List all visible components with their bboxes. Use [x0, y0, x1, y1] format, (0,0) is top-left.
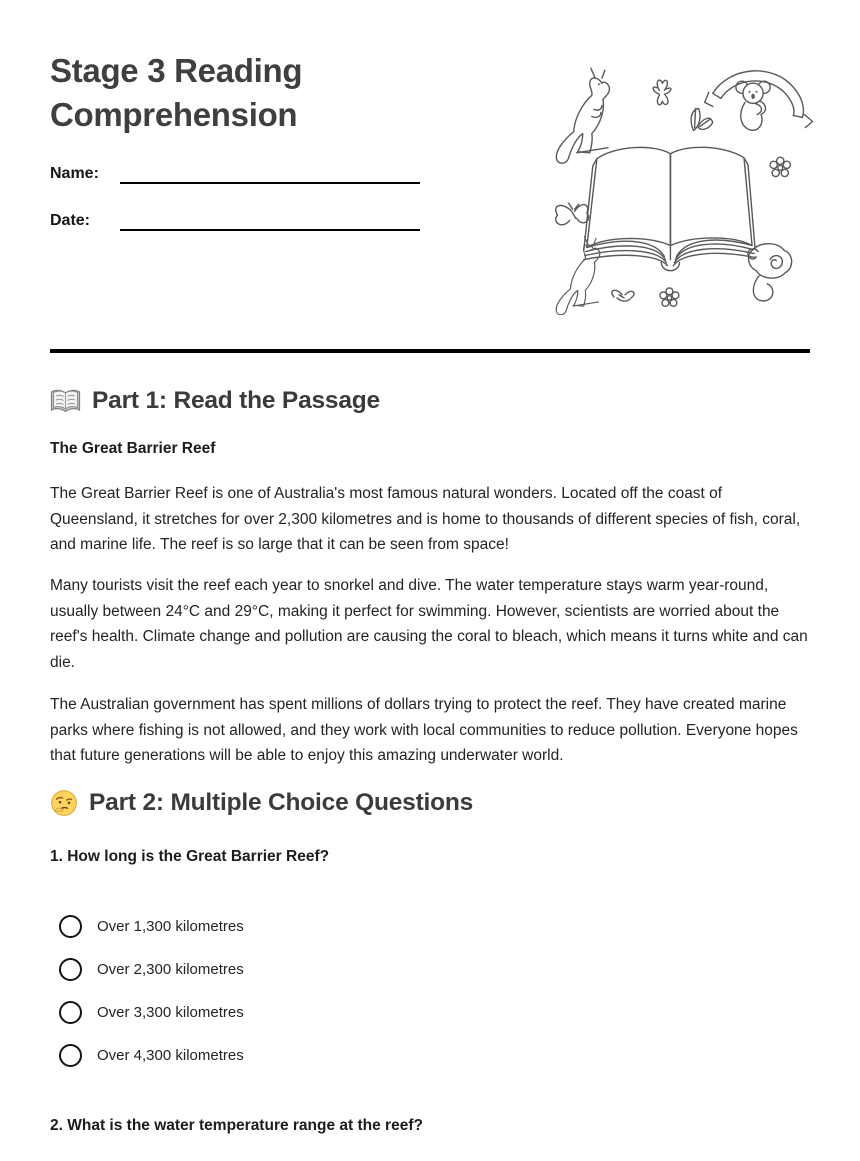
- radio-button[interactable]: [59, 1044, 82, 1067]
- question-2-label: 2. What is the water temperature range at the reef?: [50, 1117, 423, 1134]
- radio-button[interactable]: [59, 958, 82, 981]
- part1-heading: [50, 387, 380, 415]
- koala-drawing: [705, 71, 813, 130]
- passage-paragraph: The Great Barrier Reef is one of Australia's most famous natural wonders. Located off the coast of Queensland, it stretches for over 2,300 kilometres and is home to thousands of different species of fish, coral, and marine life. The reef is so large that it can be seen from space!: [50, 485, 801, 554]
- passage-title: The Great Barrier Reef: [50, 440, 216, 457]
- open-book-icon: [50, 388, 81, 414]
- option-label: Over 4,300 kilometres: [97, 1047, 244, 1064]
- date-input-line[interactable]: [120, 210, 420, 231]
- possum-drawing: [748, 244, 792, 301]
- option-label: Over 2,300 kilometres: [97, 961, 244, 978]
- radio-button[interactable]: [59, 1001, 82, 1024]
- flower-bottom-icon: [660, 288, 679, 306]
- part1-heading-text: Part 1: Read the Passage: [92, 387, 380, 414]
- radio-button[interactable]: [59, 915, 82, 938]
- radio-option-4[interactable]: [50, 1034, 550, 1077]
- date-label: Date:: [50, 212, 91, 229]
- part2-heading-text: Part 2: Multiple Choice Questions: [89, 789, 474, 816]
- passage-paragraph: The Australian government has spent millions of dollars trying to protect the reef. They have created marine parks where fishing is not allowed, and they work with local communities to reduce pollution. Everyone hopes that future generations will be able to enjoy this amazing underwater world.: [50, 696, 798, 765]
- option-label: Over 1,300 kilometres: [97, 918, 244, 935]
- wallaby-drawing: [556, 237, 600, 315]
- passage-paragraph: Many tourists visit the reef each year to snorkel and dive. The water temperature stays warm year-round, usually between 24°C and 29°C, making it perfect for swimming. However, scientists are worried about the reef's health. Climate change and pollution are causing the coral to bleach, which means it turns white and can die.: [50, 577, 808, 671]
- section-divider: [50, 349, 810, 353]
- question-1-label: 1. How long is the Great Barrier Reef?: [50, 848, 330, 865]
- page-title: Stage 3 Reading Comprehension: [50, 52, 303, 133]
- question-1-options: [50, 905, 550, 1077]
- kangaroo-drawing: [556, 68, 609, 163]
- book-animals-illustration: [543, 53, 818, 315]
- butterfly-icon: [556, 203, 589, 225]
- part2-heading: [50, 789, 473, 817]
- radio-option-2[interactable]: [50, 948, 550, 991]
- name-label: Name:: [50, 165, 99, 182]
- name-field-row: [50, 163, 420, 184]
- clover-icon: [653, 80, 671, 105]
- open-book-drawing: [584, 147, 755, 270]
- option-label: Over 3,300 kilometres: [97, 1004, 244, 1021]
- flower-right-icon: [770, 157, 790, 176]
- radio-option-1[interactable]: [50, 905, 550, 948]
- thinking-face-icon: [50, 789, 78, 817]
- bee-icon: [612, 290, 634, 301]
- date-field-row: [50, 210, 420, 231]
- radio-option-3[interactable]: [50, 991, 550, 1034]
- name-input-line[interactable]: [120, 163, 420, 184]
- leaves-icon: [691, 108, 713, 130]
